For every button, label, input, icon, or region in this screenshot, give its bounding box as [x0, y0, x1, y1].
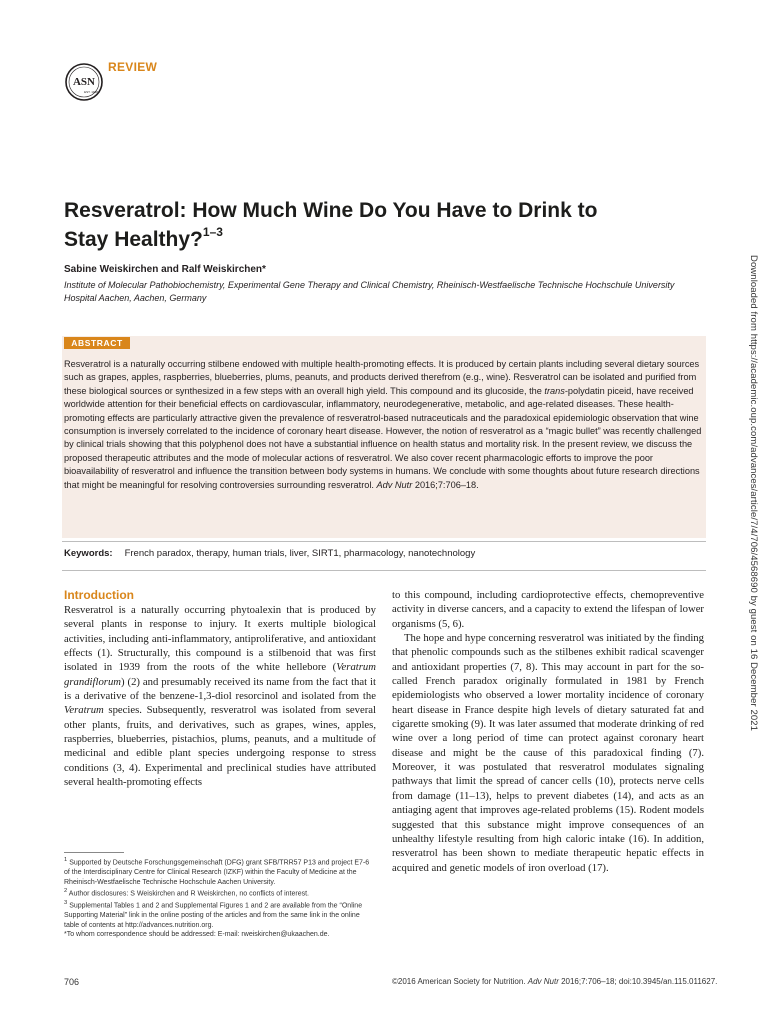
svg-text:ASN: ASN: [72, 76, 96, 88]
abstract-text-part: Resveratrol is a naturally occurring stilbene endowed with multiple health-promoting effects. It is produced by certain plants including several dietary sources such as grapes, apples, raspberries, blueberries, plums, peanuts, and products derived therefrom (e.g., wine). Resveratrol can be isolated and purified from these biological sources or synthesized in a few steps with an overall high yield. This compound and its glucoside, the: [64, 359, 700, 396]
authors: Sabine Weiskirchen and Ralf Weiskirchen*: [64, 264, 266, 275]
title-text: Resveratrol: How Much Wine Do You Have to Drink to Stay Healthy?: [64, 199, 598, 251]
divider: [62, 570, 706, 571]
footer-citation: [392, 977, 718, 986]
abstract-journal: Adv Nutr: [376, 479, 413, 490]
footnotes: [64, 856, 376, 940]
abstract-text: [64, 358, 704, 492]
genus-name: Veratrum: [64, 704, 104, 717]
text-run: species. Subsequently, resveratrol was isolated from several other plants, fruits, and derivatives, such as grapes, wines, apples, raspberries, blueberries, pistachios, plums, peanuts, and a multitude of medicinal and edible plant species undergoing response to stress conditions (3, 4). Experimental and preclinical studies have attributed several health-promoting effects: [64, 704, 376, 789]
keywords-label: Keywords:: [64, 548, 113, 559]
abstract-text-part: -polydatin piceid, have received worldwide attention for their beneficial effects on cardiovascular, inflammatory, neurodegenerative, metabolic, and age-related diseases. These health-promoting effects are particularly attractive given the prevalence of resveratrol-based nutraceuticals and the paradoxical epidemiologic observation that wine consumption is inversely correlated to the incidence of coronary heart disease. However, the notion of resveratrol as a “magic bullet” was recently challenged by clinical trials showing that this polyphenol does not have a substantial influence on health status and mortality risk. In the present review, we discuss the proposed therapeutic attributes and the mode of molecular actions of resveratrol. We also cover recent pharmacologic efforts to improve the poor bioavailability of resveratrol and influence the transition between body systems in humans. We conclude with some thoughts about future research directions that might be meaningful for resolving controversies surrounding resveratrol.: [64, 385, 702, 490]
svg-text:EST. 1928: EST. 1928: [84, 90, 98, 94]
footnote-text: Supported by Deutsche Forschungsgemeinschaft (DFG) grant SFB/TRR57 P13 and project E7-6 of the Interdisciplinary Centre for Clinical Research (IZKF) within the Faculty of Medicine at the Rheinisch-Westfaelische Technische Hochschule Aachen University.: [64, 859, 370, 886]
paragraph: [64, 603, 376, 789]
footnote-text: Supplemental Tables 1 and 2 and Supplemental Figures 1 and 2 are available from the “Online Supporting Material” link in the online posting of the articles and from the same link in the online table of contents at http://advances.nutrition.org.: [64, 902, 363, 929]
keywords: [64, 548, 704, 560]
introduction-heading: Introduction: [64, 588, 134, 602]
page-number: 706: [64, 977, 80, 987]
species-name: Veratrum grandiflorum: [64, 661, 376, 688]
footnote-divider: [64, 852, 124, 853]
footnote-marker: 2: [64, 888, 68, 895]
body-column-right: [392, 588, 704, 875]
article-title: [64, 196, 624, 254]
section-label: REVIEW: [108, 60, 158, 74]
text-run: ) (2) and presumably received its name from the fact that it is a derivative of the benzene-1,3-diol resorcinol and isolated from the: [64, 675, 376, 703]
footer-journal: Adv Nutr: [527, 977, 559, 986]
download-watermark: Downloaded from https://academic.oup.com/advances/article/7/4/706/4568690 by guest on 16 December 2021: [748, 255, 759, 731]
title-footnote-marker: 1–3: [202, 225, 223, 239]
footer-doi: 2016;7:706–18; doi:10.3945/an.115.011627.: [558, 977, 718, 986]
footnote-text: Author disclosures: S Weiskirchen and R Weiskirchen, no conflicts of interest.: [67, 890, 309, 898]
body-column-left: [64, 603, 376, 789]
abstract-label: ABSTRACT: [64, 337, 130, 349]
divider: [62, 541, 706, 542]
abstract-citation: 2016;7:706–18.: [412, 479, 479, 490]
paragraph: to this compound, including cardioprotective effects, chemopreventive activity in diverse cancers, and a capacity to extend the lifespan of lower organisms (5, 6).: [392, 589, 704, 630]
footnote: [64, 856, 376, 887]
keywords-text: French paradox, therapy, human trials, liver, SIRT1, pharmacology, nanotechnology: [124, 548, 476, 559]
footnote: [64, 899, 376, 930]
footer-copyright: ©2016 American Society for Nutrition.: [392, 977, 528, 986]
abstract-italic-term: trans: [544, 385, 565, 396]
footnote-marker: 3: [64, 900, 68, 907]
footnote-marker: 1: [64, 857, 68, 863]
footnote-correspondence: *To whom correspondence should be addressed: E-mail: rweiskirchen@ukaachen.de.: [64, 931, 330, 939]
asn-logo: [64, 62, 104, 102]
text-run: Resveratrol is a naturally occurring phytoalexin that is produced by several plants in response to injury. It exerts multiple biological activities, including anti-inflammatory, antiproliferative, and antioxidant effects (1). Structurally, this compound is a stilbenoid that was first isolated in 1939 from the roots of the white hellebore (: [64, 604, 376, 674]
paragraph: The hope and hype concerning resveratrol was initiated by the finding that phenolic compounds such as the stilbenes exhibit radical scavenger and antioxidant properties (7, 8). This may account in part for the so-called French paradox originally formulated in 1981 by French epidemiologists who observed a lower mortality incidence of coronary heart disease in France despite high levels of dietary saturated fat and cigarette smoking (9). It was later assumed that moderate drinking of red wine over a long period of time can protect against coronary heart disease and might be the cause of this paradoxical finding (7). Moreover, it was postulated that resveratrol modulates signaling pathways that limit the spread of cancer cells (10), protects nerve cells from damage (11–13), helps to prevent diabetes (14), and acts as an antiaging agent that improves age-related problems (15). Rodent models suggested that this substance might improve consequences of an unhealthy lifestyle resulting from high caloric intake (16). In addition, resveratrol has been shown to mediate therapeutic hepatic effects in acquired and genetic models of iron overload (17).: [392, 632, 704, 874]
footnote: [64, 887, 376, 899]
affiliation: Institute of Molecular Pathobiochemistry, Experimental Gene Therapy and Clinical Chemistry, Rheinisch-Westfaelische Technische Hochschule University Hospital Aachen, Aachen, Germany: [64, 280, 675, 303]
